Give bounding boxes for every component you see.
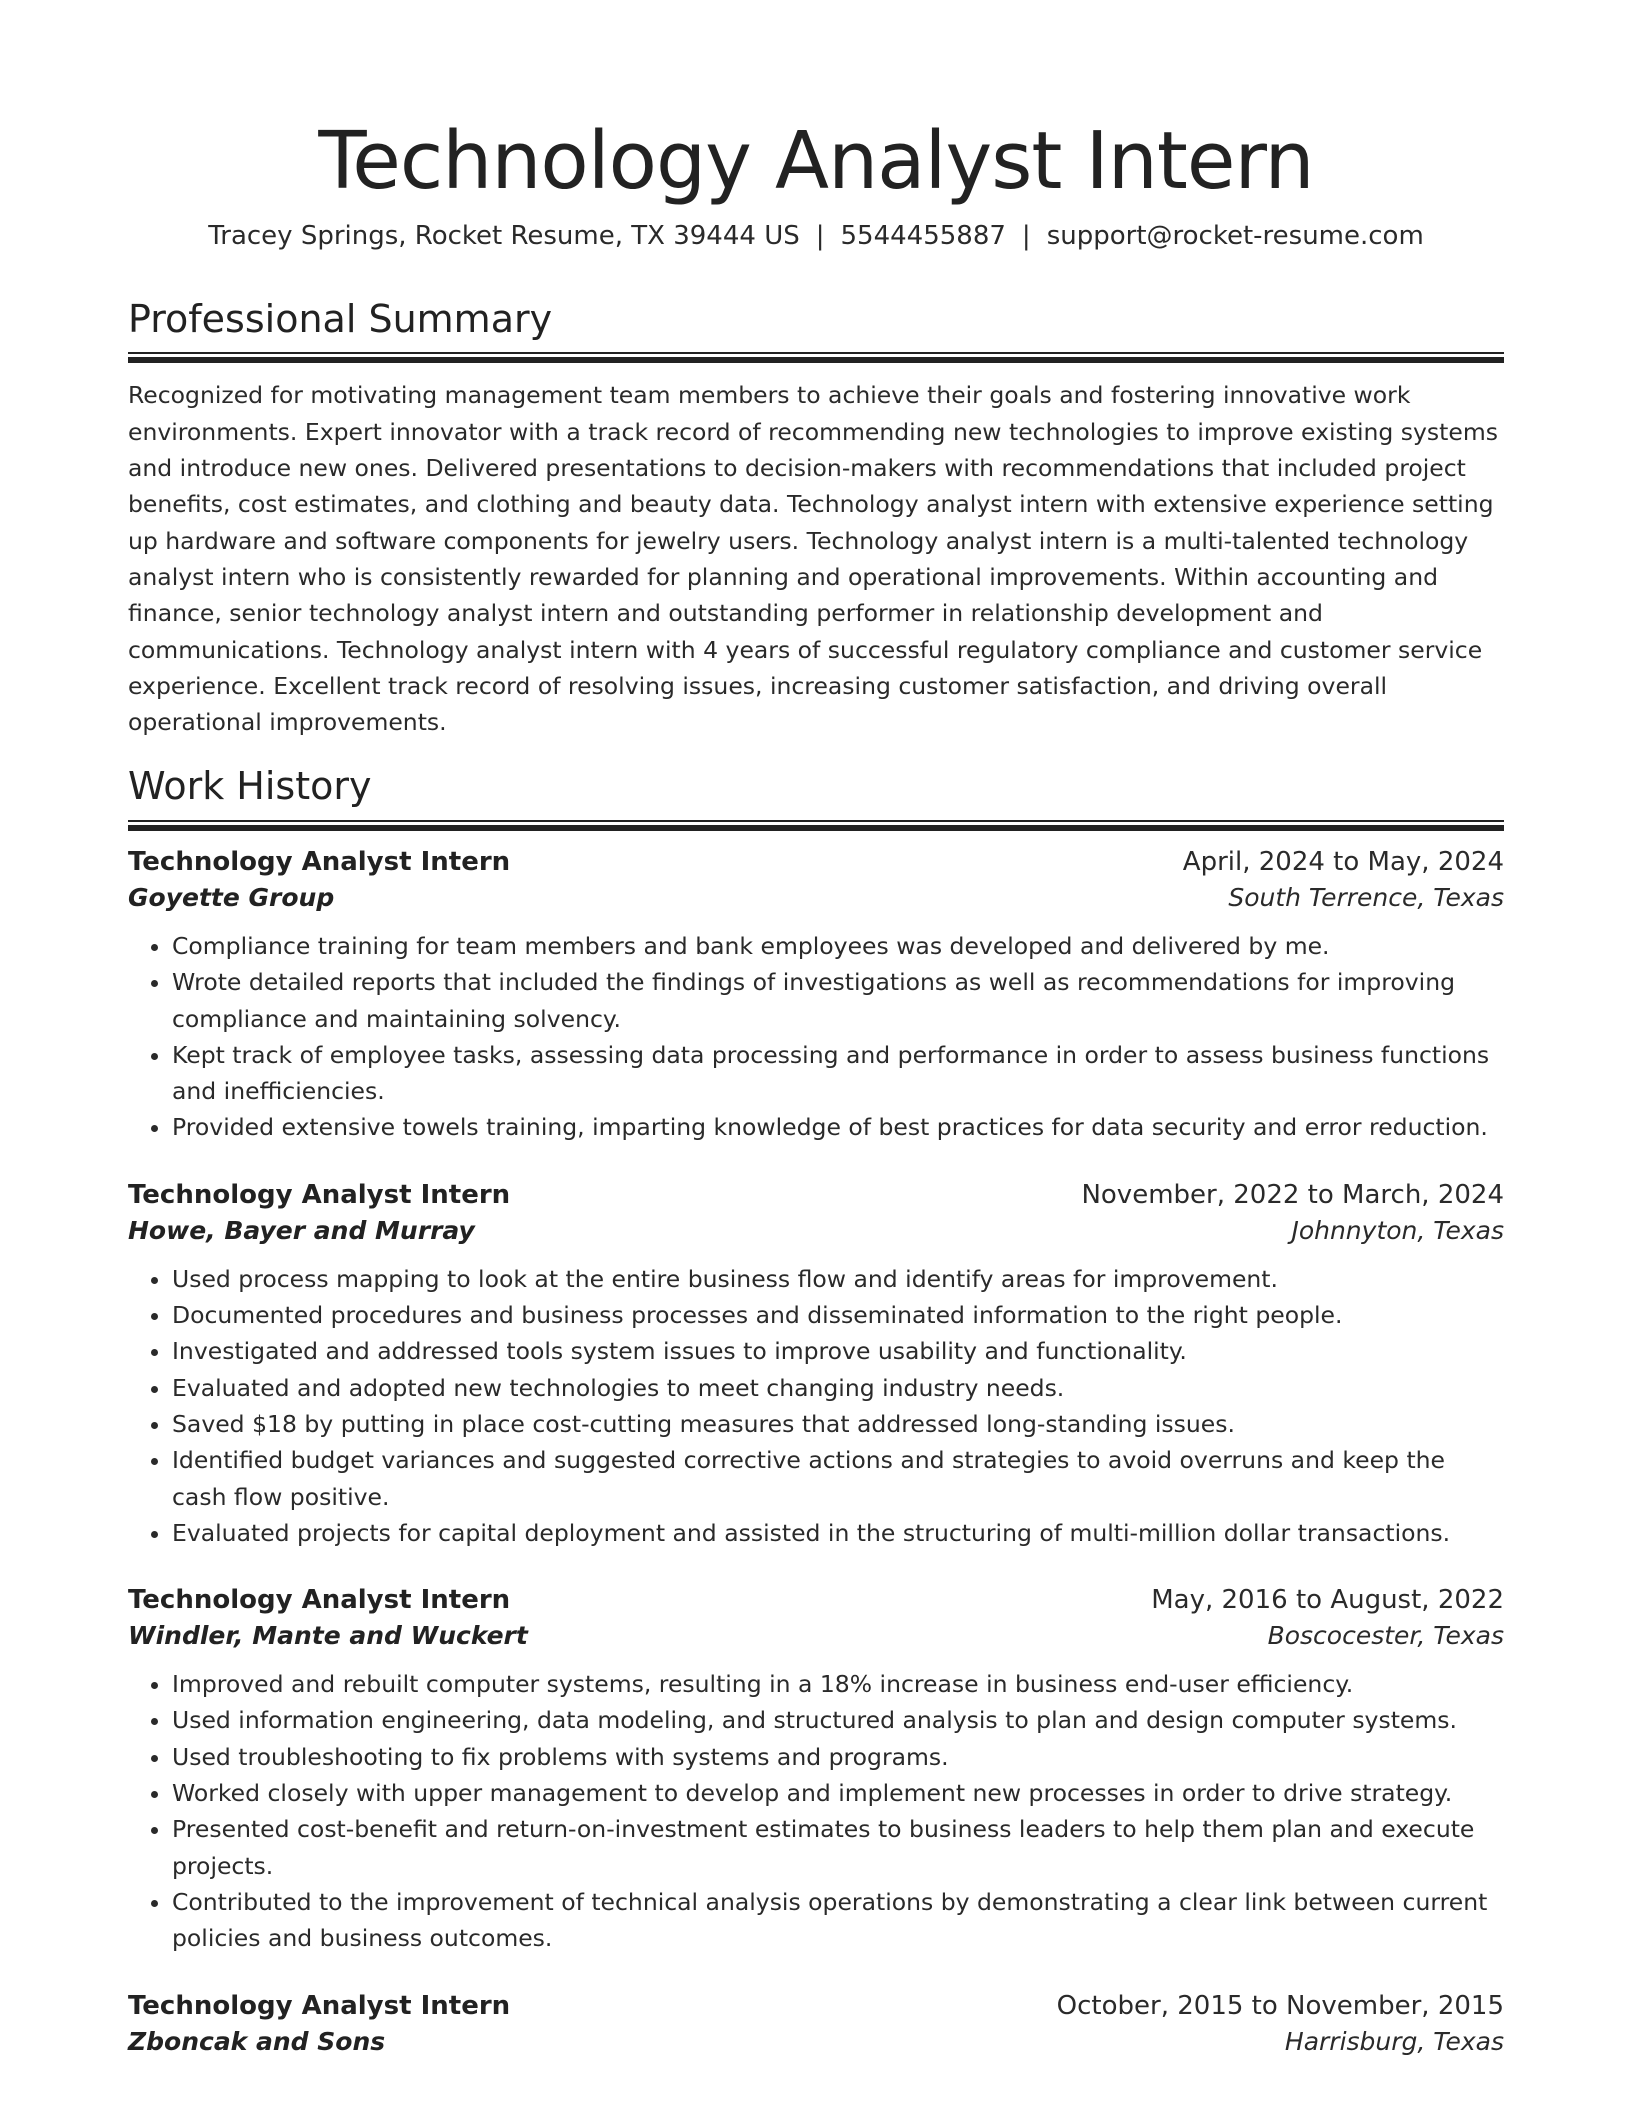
- job-company-row: [128, 1216, 1504, 1245]
- job-header-row: [128, 1585, 1504, 1615]
- bullet-item: • Used information engineering, data modeling, and structured analysis to plan and design computer systems.: [172, 1702, 1504, 1738]
- job-dates: May, 2016 to August, 2022: [1151, 1585, 1504, 1616]
- section-heading: Professional Summary: [128, 296, 553, 341]
- job-header-row: [128, 1180, 1504, 1210]
- job-location: South Terrence, Texas: [1228, 883, 1504, 912]
- job-entry: [128, 847, 1504, 1146]
- page-title: Technology Analyst Intern: [318, 115, 1314, 207]
- company-name: Zboncak and Sons: [128, 2026, 386, 2056]
- job-location: Johnnyton, Texas: [1291, 1215, 1504, 1245]
- job-bullets: [128, 1261, 1504, 1551]
- bullet-item: • Identified budget variances and suggested corrective actions and strategies to avoid overruns and keep the cash flow positive.: [172, 1442, 1504, 1515]
- bullet-item: • Improved and rebuilt computer systems, resulting in a 18% increase in business end-user efficiency.: [172, 1666, 1504, 1702]
- job-title: Technology Analyst Intern: [128, 1585, 511, 1616]
- bullet-item: • Wrote detailed reports that included the findings of investigations as well as recommendations for improving compliance and maintaining solvency.: [172, 964, 1504, 1037]
- job-entry: [128, 1180, 1504, 1551]
- job-entry: [128, 1991, 1504, 2056]
- contact-separator: |: [815, 220, 825, 251]
- bullet-item: • Provided extensive towels training, imparting knowledge of best practices for data security and error reduction.: [172, 1109, 1504, 1145]
- job-company-row: [128, 883, 1504, 912]
- bullet-item: • Investigated and addressed tools system issues to improve usability and functionality.: [172, 1333, 1504, 1369]
- section-divider: [128, 352, 1504, 363]
- company-name: Goyette Group: [128, 883, 335, 912]
- company-name: Windler, Mante and Wuckert: [128, 1621, 528, 1651]
- bullet-item: • Used process mapping to look at the entire business flow and identify areas for improvement.: [172, 1261, 1504, 1297]
- job-company-row: [128, 1621, 1504, 1650]
- contact-line: [128, 221, 1504, 251]
- bullet-item: • Contributed to the improvement of technical analysis operations by demonstrating a clear link between current policies and business outcomes.: [172, 1884, 1504, 1957]
- summary-text: Recognized for motivating management team members to achieve their goals and fostering innovative work environments. Expert innovator with a track record of recommending new technologies to improve existing systems and introduce new ones. Delivered presentations to decision-makers with recommendations that included project benefits, cost estimates, and clothing and beauty data. Technology analyst intern with extensive experience setting up hardware and software components for jewelry users. Technology analyst intern is a multi-talented technology analyst intern who is consistently rewarded for planning and operational improvements. Within accounting and finance, senior technology analyst intern and outstanding performer in relationship development and communications. Technology analyst intern with 4 years of successful regulatory compliance and customer service experience. Excellent track record of resolving issues, increasing customer satisfaction, and driving overall operational improvements.: [128, 381, 1498, 737]
- professional-summary-section: [128, 297, 1504, 741]
- bullet-item: • Presented cost-benefit and return-on-investment estimates to business leaders to help them plan and execute projects.: [172, 1811, 1504, 1884]
- bullet-item: • Saved $18 by putting in place cost-cutting measures that addressed long-standing issues.: [172, 1406, 1504, 1442]
- resume-page: [128, 116, 1504, 2056]
- bullet-item: • Evaluated projects for capital deployment and assisted in the structuring of multi-million dollar transactions.: [172, 1515, 1504, 1551]
- job-dates: April, 2024 to May, 2024: [1182, 847, 1504, 877]
- bullet-item: • Compliance training for team members and bank employees was developed and delivered by me.: [172, 928, 1504, 964]
- job-dates: November, 2022 to March, 2024: [1081, 1179, 1504, 1210]
- contact-address: Tracey Springs, Rocket Resume, TX 39444 US: [208, 220, 800, 251]
- job-header-row: [128, 847, 1504, 877]
- contact-separator: |: [1021, 220, 1031, 251]
- job-bullets: [128, 1666, 1504, 1956]
- contact-email: support@rocket-resume.com: [1046, 220, 1424, 251]
- job-header-row: [128, 1991, 1504, 2021]
- work-history-section: [128, 764, 1504, 2055]
- job-entry: [128, 1585, 1504, 1956]
- company-name: Howe, Bayer and Murray: [128, 1215, 475, 1245]
- bullet-item: • Documented procedures and business processes and disseminated information to the right people.: [172, 1297, 1504, 1333]
- bullet-item: • Kept track of employee tasks, assessing data processing and performance in order to assess business functions and inefficiencies.: [172, 1037, 1504, 1110]
- job-bullets: [128, 928, 1504, 1146]
- job-location: Boscocester, Texas: [1267, 1621, 1504, 1651]
- bullet-item: • Evaluated and adopted new technologies to meet changing industry needs.: [172, 1370, 1504, 1406]
- section-heading: Work History: [128, 764, 372, 809]
- job-title: Technology Analyst Intern: [128, 1990, 511, 2021]
- job-title: Technology Analyst Intern: [128, 847, 511, 877]
- bullet-item: • Worked closely with upper management to develop and implement new processes in order to drive strategy.: [172, 1775, 1504, 1811]
- bullet-item: • Used troubleshooting to fix problems with systems and programs.: [172, 1739, 1504, 1775]
- job-location: Harrisburg, Texas: [1284, 2026, 1504, 2056]
- job-dates: October, 2015 to November, 2015: [1056, 1990, 1504, 2021]
- section-divider: [128, 820, 1504, 831]
- job-title: Technology Analyst Intern: [128, 1179, 511, 1210]
- job-list: [128, 847, 1504, 2056]
- job-company-row: [128, 2027, 1504, 2056]
- contact-phone: 5544455887: [840, 220, 1006, 251]
